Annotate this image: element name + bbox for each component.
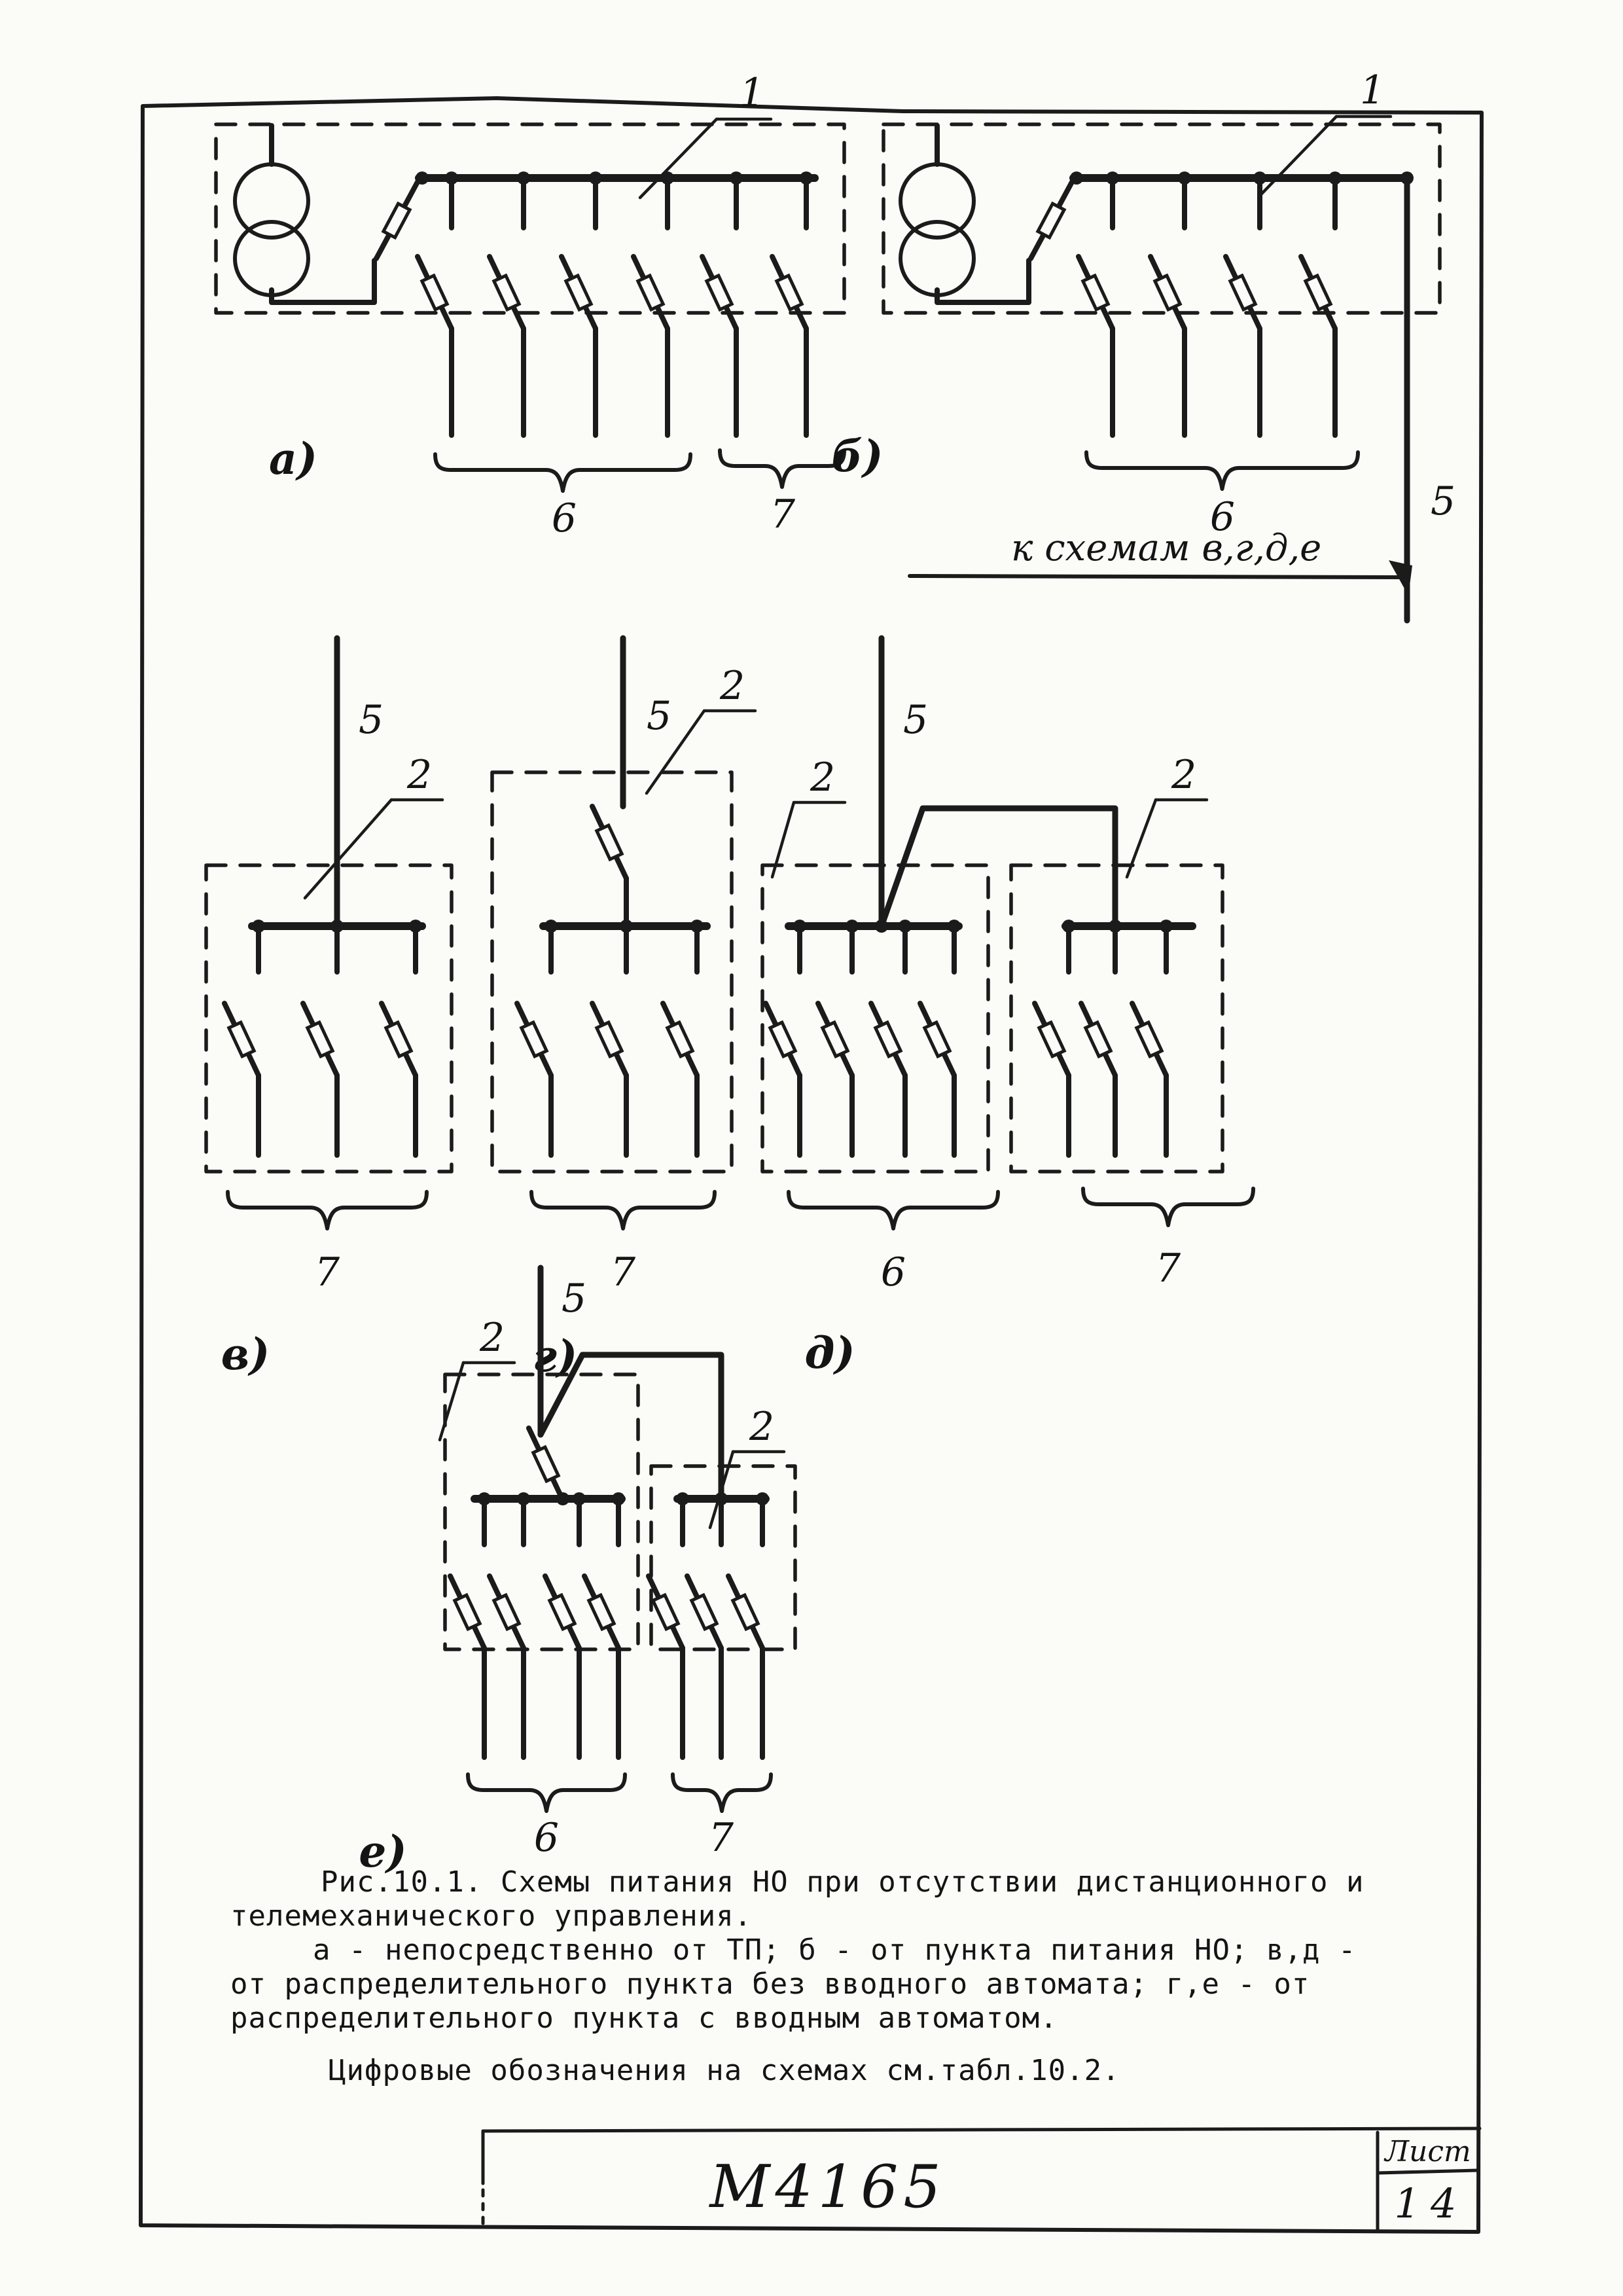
switch-fuse-icon xyxy=(592,1003,626,1075)
switch-fuse-icon xyxy=(920,1003,954,1075)
diagram-e xyxy=(359,1268,795,1877)
feeder-5-label: 5 xyxy=(647,693,672,739)
caption-line-3: а - непосредственно от ТП; б - от пункта питания НО; в,д - xyxy=(313,1933,1357,1967)
group-brace xyxy=(720,450,844,487)
caption-line-5: распределительного пункта с вводным автоматом. xyxy=(230,2001,1058,2035)
switch-fuse-icon xyxy=(1301,257,1335,329)
switch-fuse-icon xyxy=(490,257,524,329)
feeder-drops xyxy=(450,1499,762,1757)
group-7-label: 7 xyxy=(770,492,796,537)
group-6-label: 6 xyxy=(551,495,577,541)
ref-2-text: 2 xyxy=(810,755,836,800)
to-schemes-annotation xyxy=(910,527,1412,596)
group-7-label: 7 xyxy=(708,1815,734,1861)
ref-2-text: 2 xyxy=(1171,752,1197,798)
diagram-g xyxy=(492,638,755,1382)
switch-fuse-icon xyxy=(224,1003,259,1075)
caption-line-6: Цифровые обозначения на схемах см.табл.10.2. xyxy=(329,2054,1120,2087)
caption-line-4: от распределительного пункта без вводного автомата; г,е - от xyxy=(230,1967,1310,2001)
to-schemes-text: к схемам в,г,д,е xyxy=(1011,527,1322,569)
sheet-number: 14 xyxy=(1394,2179,1467,2227)
diagram-a-label: а) xyxy=(269,433,317,484)
transformer-icon xyxy=(235,164,308,295)
feeder-drops xyxy=(418,178,806,435)
group-brace xyxy=(228,1192,427,1229)
title-block-top-line xyxy=(483,2128,1480,2131)
diagram-b xyxy=(832,67,1456,620)
diagram-d xyxy=(762,638,1253,1378)
group-7-label: 7 xyxy=(314,1249,340,1295)
link-line xyxy=(882,808,1115,926)
ref-label-2-right xyxy=(1127,752,1207,877)
group-brace xyxy=(531,1192,715,1229)
group-6-label: 6 xyxy=(533,1815,560,1861)
ref-label-2-left xyxy=(772,755,845,877)
diagram-g-label: г) xyxy=(532,1331,578,1382)
switch-fuse-icon xyxy=(1035,1003,1069,1075)
diagram-e-label: е) xyxy=(359,1826,407,1877)
switch-fuse-icon xyxy=(418,257,452,329)
group-6-label: 6 xyxy=(1209,494,1236,540)
group-brace xyxy=(1086,452,1358,489)
feeder-5-label: 5 xyxy=(903,697,929,743)
switch-fuse-icon xyxy=(1132,1003,1166,1075)
ref-2-text: 2 xyxy=(749,1404,775,1450)
ref-2-text: 2 xyxy=(407,752,433,798)
switch-fuse-icon xyxy=(382,1003,416,1075)
group-7-label: 7 xyxy=(610,1249,636,1295)
diagram-a xyxy=(216,70,844,541)
switch-fuse-icon xyxy=(303,1003,337,1075)
leader-line xyxy=(640,119,717,198)
diagram-v xyxy=(206,638,452,1380)
switch-fuse-icon xyxy=(766,1003,800,1075)
group-6-label: 6 xyxy=(880,1249,906,1295)
leader-line xyxy=(305,800,391,898)
switch-fuse-icon xyxy=(1081,1003,1115,1075)
switch-fuse-icon xyxy=(1079,257,1113,329)
switch-fuse-icon xyxy=(562,257,596,329)
feeder-5-label: 5 xyxy=(1431,478,1456,524)
switch-fuse-icon xyxy=(818,1003,852,1075)
tp-dashed-box xyxy=(216,124,844,313)
feeder-drops xyxy=(224,926,416,1155)
switch-fuse-icon xyxy=(702,257,736,329)
switch-fuse-icon xyxy=(1226,257,1260,329)
transformer-icon xyxy=(901,164,974,295)
title-block xyxy=(483,2128,1480,2229)
ref-2-text: 2 xyxy=(720,663,745,709)
switch-fuse-icon xyxy=(490,1576,524,1648)
diagram-b-label: б) xyxy=(831,431,883,482)
switch-fuse-icon xyxy=(728,1576,762,1648)
feeder-5-label: 5 xyxy=(562,1276,587,1321)
caption-line-1: Рис.10.1. Схемы питания НО при отсутствии дистанционного и xyxy=(321,1865,1364,1899)
switch-fuse-icon xyxy=(871,1003,905,1075)
ref-label-2 xyxy=(305,752,442,898)
group-brace xyxy=(468,1774,625,1811)
group-7-label: 7 xyxy=(1155,1246,1181,1291)
switch-fuse-icon xyxy=(376,182,418,259)
input-breaker-icon xyxy=(592,806,626,878)
switch-fuse-icon xyxy=(1150,257,1185,329)
switch-fuse-icon xyxy=(450,1576,484,1648)
feeder-drops xyxy=(517,926,697,1155)
switch-fuse-icon xyxy=(545,1576,579,1648)
sheet-label: Лист xyxy=(1385,2135,1471,2168)
ref-label-2-left xyxy=(440,1315,514,1440)
group-brace xyxy=(789,1192,998,1229)
switch-fuse-icon xyxy=(633,257,668,329)
switch-fuse-icon xyxy=(687,1576,721,1648)
group-brace xyxy=(673,1774,771,1811)
figure-caption xyxy=(230,1865,1364,2087)
arrow-line xyxy=(910,576,1399,577)
trafo-connector xyxy=(937,260,1029,302)
sheet-box-divider-line xyxy=(1378,2170,1478,2173)
switch-fuse-icon xyxy=(584,1576,618,1648)
diagram-v-label: в) xyxy=(221,1329,270,1380)
ref-2-text: 2 xyxy=(480,1315,505,1361)
feeder-drops xyxy=(766,926,1166,1155)
trafo-connector xyxy=(272,260,374,302)
ref-1-text: 1 xyxy=(740,70,765,116)
switch-fuse-icon xyxy=(1031,182,1072,259)
switch-fuse-icon xyxy=(649,1576,683,1648)
leader-line xyxy=(1260,117,1336,195)
feeder-drops xyxy=(1079,178,1335,435)
feeder-5-label: 5 xyxy=(359,697,384,743)
document-number: М4165 xyxy=(709,2153,946,2221)
input-breaker-icon xyxy=(529,1428,563,1500)
group-brace xyxy=(435,454,690,491)
ref-1-text: 1 xyxy=(1360,67,1385,113)
group-brace xyxy=(1083,1189,1253,1225)
switch-fuse-icon xyxy=(663,1003,697,1075)
diagram-d-label: д) xyxy=(804,1327,855,1378)
switch-fuse-icon xyxy=(772,257,806,329)
caption-line-2: телемеханического управления. xyxy=(230,1899,753,1933)
switch-fuse-icon xyxy=(517,1003,551,1075)
